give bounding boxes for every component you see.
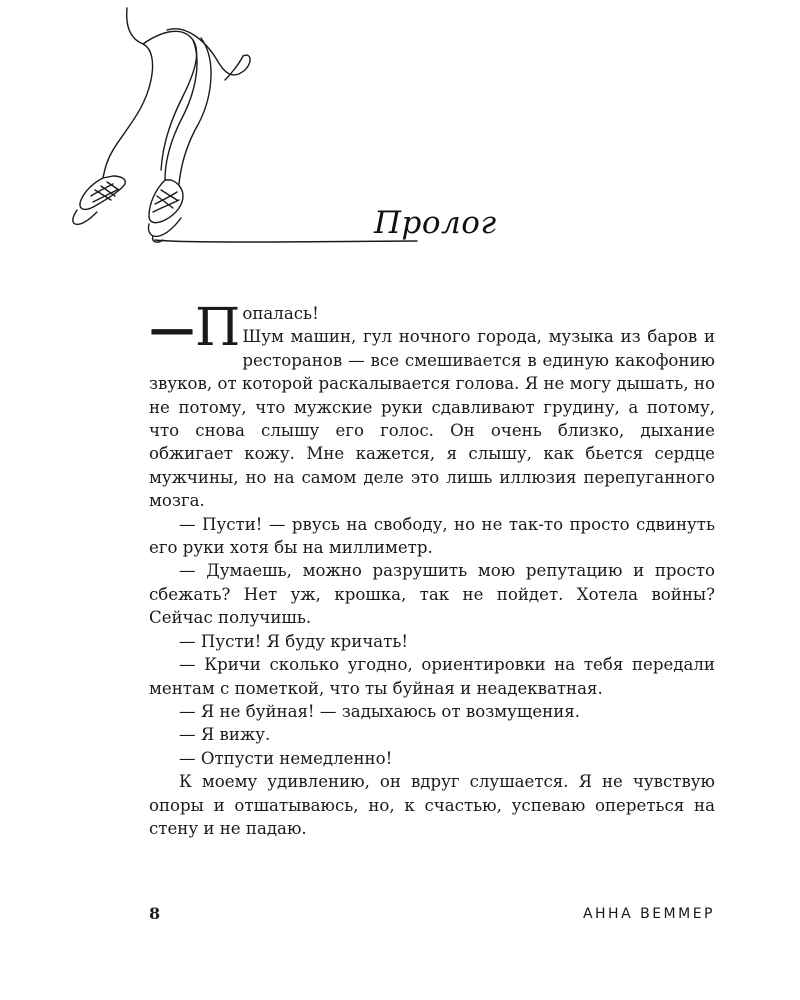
chapter-text <box>149 298 715 840</box>
dialogue-line: — Кричи сколько угодно, ориентировки на тебя передали ментам с пометкой, что ты буйная и неадекватная. <box>149 655 715 698</box>
dialogue-line: — Я не буйная! — задыхаюсь от возмущения. <box>179 701 581 721</box>
dialogue-line: — Пусти! Я буду кричать! <box>179 631 409 651</box>
paragraph-text: Шум машин, гул ночного города, музыка из баров и ресторанов — все смешивается в единую какофонию звуков, от которой раскалывается голова. Я не могу дышать, но не потому, что мужские руки сдавливают грудину, а потому, что снова слышу его голос. Он очень близко, дыхание обжигает кожу. Мне кажется, я слышу, как бьется сердце мужчины, но на самом деле это лишь иллюзия перепуганного мозга. <box>149 327 715 511</box>
dialogue-line: — Я вижу. <box>179 725 271 745</box>
dialogue-line: — Отпусти немедленно! <box>179 748 393 768</box>
drop-cap: —П <box>149 298 241 358</box>
first-paragraph <box>149 298 715 513</box>
dialogue-line: — Пусти! — рвусь на свободу, но не так-то просто сдвинуть его руки хотя бы на миллиметр. <box>149 514 715 558</box>
chapter-title: Пролог <box>374 205 497 241</box>
first-line-text: опалась! <box>242 304 319 323</box>
author-name: АННА ВЕММЕР <box>582 906 715 922</box>
dialogue-line: — Думаешь, можно разрушить мою репутацию и просто сбежать? Нет уж, крошка, так не пойдет. Хотела войны? Сейчас получишь. <box>149 561 715 628</box>
page-number: 8 <box>149 904 161 923</box>
narrative-paragraph: К моему удивлению, он вдруг слушается. Я не чувствую опоры и отшатываюсь, но, к счастью, успеваю опереться на стену и не падаю. <box>149 772 715 838</box>
